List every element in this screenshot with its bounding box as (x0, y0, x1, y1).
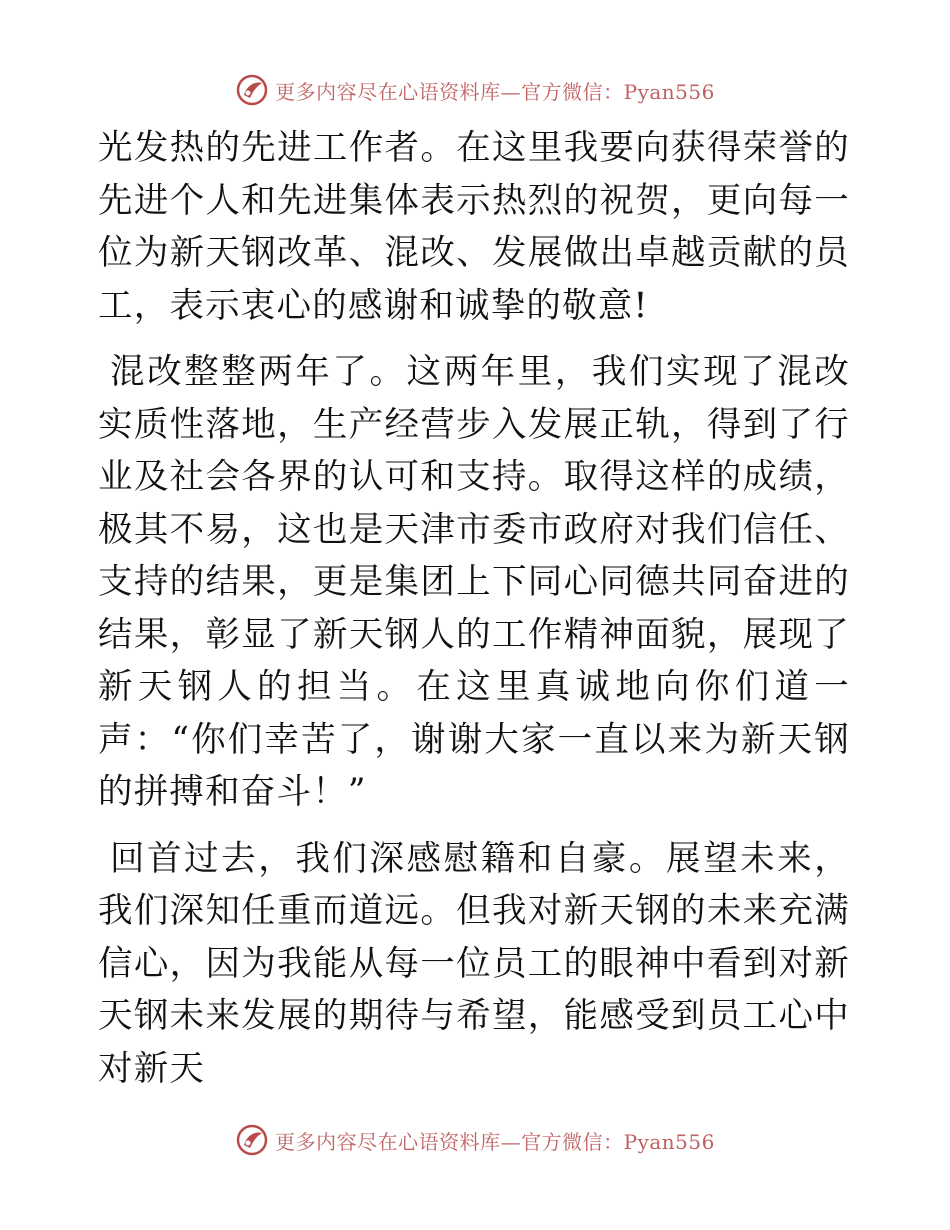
logo-icon (235, 1123, 269, 1157)
footer-banner (0, 1120, 950, 1160)
logo-icon (235, 73, 269, 107)
paragraph-3: 回首过去，我们深感慰籍和自豪。展望未来，我们深知任重而道远。但我对新天钢的未来充满信心，因为我能从每一位员工的眼神中看到对新天钢未来发展的期待与希望，能感受到员工心中对新天 (98, 838, 850, 1089)
paragraph-1: 光发热的先进工作者。在这里我要向获得荣誉的先进个人和先进集体表示热烈的祝贺，更向每一位为新天钢改革、混改、发展做出卓越贡献的员工，表示衷心的感谢和诚挚的敬意! (98, 128, 850, 326)
header-banner (0, 70, 950, 110)
header-banner-text: 更多内容尽在心语资料库—官方微信：Pyan556 (275, 79, 715, 104)
document-body (98, 122, 850, 1095)
footer-banner-text: 更多内容尽在心语资料库—官方微信：Pyan556 (275, 1129, 715, 1154)
paragraph-2: 混改整整两年了。这两年里，我们实现了混改实质性落地，生产经营步入发展正轨，得到了行业及社会各界的认可和支持。取得这样的成绩，极其不易，这也是天津市委市政府对我们信任、支持的结果，更是集团上下同心同德共同奋进的结果，彰显了新天钢人的工作精神面貌，展现了新天钢人的担当。在这里真诚地向你们道一声：“你们幸苦了，谢谢大家一直以来为新天钢的拼搏和奋斗！” (98, 352, 850, 812)
